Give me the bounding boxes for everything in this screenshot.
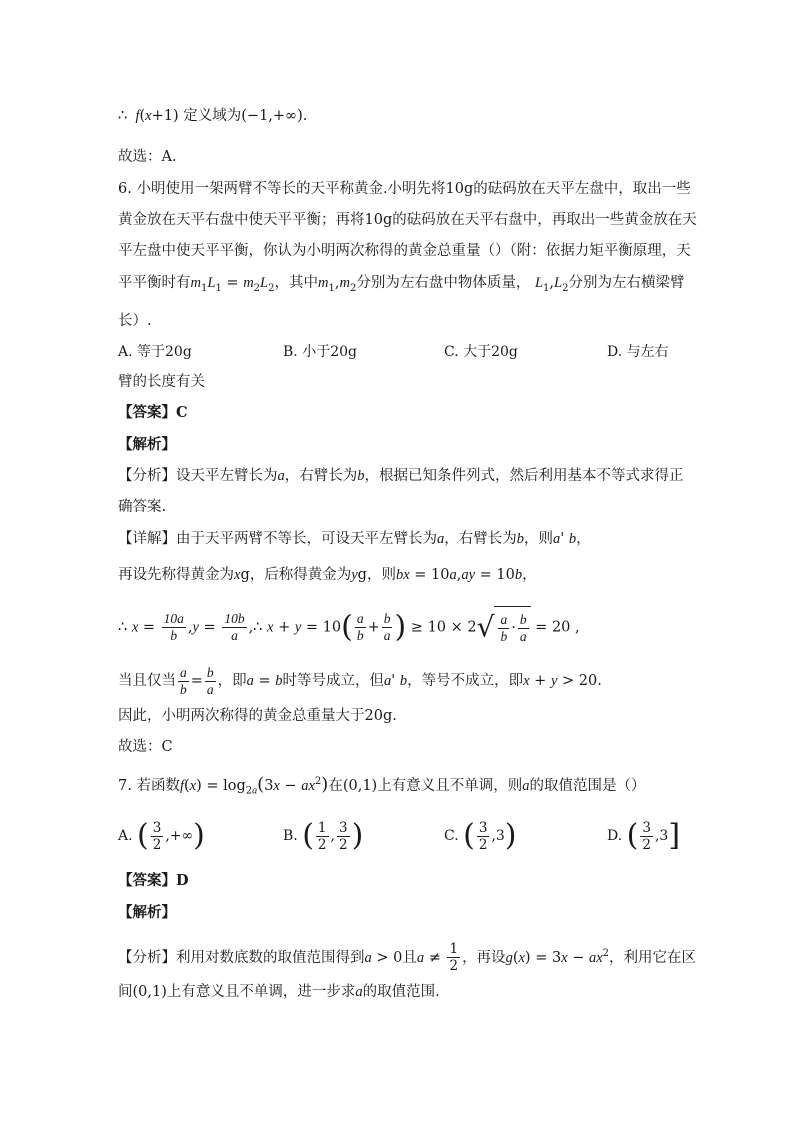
- domain-text: 定义域为: [183, 108, 242, 124]
- q6-line-3: 平左盘中使天平平衡，你认为小明两次称得的黄金总重量（）（附：依据力矩平衡原理，天: [118, 243, 691, 259]
- q7-option-a: A. ( $\frac{3}{2}$ ,+∞): [118, 818, 205, 853]
- q6-text-a: 平平衡时有: [118, 275, 191, 291]
- xj6-4c: 时等号成立，但: [282, 673, 385, 689]
- answer-6: 【答案】C: [118, 404, 188, 421]
- analysis-6-line-2: 确答案.: [118, 499, 167, 515]
- xj6-4a: 当且仅当: [118, 673, 176, 689]
- q6-option-a: A. 等于20g: [118, 344, 192, 360]
- q6-text-b: ，其中: [274, 275, 318, 291]
- fx7-d: ，利用它在区: [609, 949, 697, 966]
- q6-line-1: 6. 小明使用一架两臂不等长的天平称黄金.小明先将10g的砝码放在天平左盘中，取出一些: [118, 181, 691, 197]
- detail-6-line-2: 再设先称得黄金为xg，后称得黄金为yg，则bx = 10a,ay = 10b，: [118, 567, 537, 583]
- answer-select-a: 故选：A.: [118, 149, 177, 165]
- fx7-b: 且: [402, 949, 417, 966]
- xj6-4b: ，即: [217, 673, 247, 689]
- q7-d-label: D.: [607, 828, 623, 844]
- fx7-2c: 的取值范围.: [362, 984, 440, 1000]
- detail-6-equality: 当且仅当 $\frac{a}{b}$ = $\frac{b}{a}$ ，即a = b时等号成立，但a' b，等号不成立，即x + y > 20.: [118, 664, 602, 697]
- detail-6-conclusion: 因此，小明两次称得的黄金总重量大于20g.: [118, 708, 397, 724]
- q6-line-5: 长）.: [118, 313, 152, 329]
- q6-text-d: 分别为左右横梁臂: [568, 275, 685, 291]
- xj6-b: ，右臂长为: [444, 531, 517, 547]
- answer-7: 【答案】D: [118, 872, 189, 889]
- q7-c: 上有意义且不单调，则: [377, 777, 523, 794]
- analysis-7-line-1: 【分析】利用对数底数的取值范围得到a > 0且a ≠ $\frac{1}{2}$ ，再设$g(x) = 3x - ax^2$，利用它在区: [118, 941, 697, 975]
- q7-a: 7. 若函数: [118, 777, 180, 794]
- xj6-2a: 再设先称得黄金为: [118, 567, 234, 583]
- xj6-c: ，则: [524, 531, 553, 547]
- q6-option-d-cont: 臂的长度有关: [118, 374, 205, 390]
- q7-b-label: B.: [283, 828, 298, 844]
- detail-6-line-1: 【详解】由于天平两臂不等长，可设天平左臂长为a，右臂长为b，则a' b，: [118, 531, 591, 547]
- analysis-heading-6: 【解析】: [118, 436, 176, 453]
- xj6-a: 【详解】由于天平两臂不等长，可设天平左臂长为: [118, 531, 437, 547]
- analysis-6-line-1: 【分析】设天平左臂长为a，右臂长为b，根据已知条件列式，然后利用基本不等式求得正: [118, 468, 684, 484]
- q6-option-d: D. 与左右: [607, 344, 669, 360]
- detail-6-formula: ∴ x = $\frac{10a}{b}$ ,y = $\frac{10b}{a}$ ,∴ x + y = 10( $\frac{a}{b}$ + $\frac{b}{a}$ ) ≥ 10 × 2√ $\frac{a}{b}$ · $\frac{b}{a}$ = 20 ,: [118, 606, 678, 648]
- q6-line-2: 黄金放在天平右盘中使天平平衡；再将10g的砝码放在天平右盘中，再取出一些黄金放在天: [118, 212, 697, 228]
- q7-option-d: D. ( $\frac{3}{2}$ ,3]: [607, 818, 681, 853]
- q6-option-b: B. 小于20g: [283, 344, 357, 360]
- fx-plus-1: f: [131, 108, 140, 124]
- q7-option-b: B. ( $\frac{1}{2}$ , $\frac{3}{2}$ ): [283, 818, 364, 853]
- answer-select-c: 故选：C: [118, 739, 173, 755]
- q7-c-label: C.: [444, 828, 459, 844]
- q6-option-c: C. 大于20g: [444, 344, 518, 360]
- q6-line-4: 平平衡时有$m_1L_1 = m_2L_2$，其中$m_1,m_2$分别为左右盘中物体质量， $L_1,L_2$分别为左右横梁臂: [118, 275, 685, 294]
- xj6-2b: ，后称得黄金为: [249, 567, 352, 583]
- analysis-7-line-2: 间(0,1)上有意义且不单调，进一步求a的取值范围.: [118, 984, 440, 1000]
- domain-interval: (−1,+∞).: [241, 108, 308, 124]
- fx6-c: ，根据已知条件列式，然后利用基本不等式求得正: [364, 468, 684, 484]
- analysis-heading-7: 【解析】: [118, 904, 176, 921]
- xj6-4d: ，等号不成立，即: [407, 673, 524, 689]
- xj6-d: ，: [576, 531, 591, 547]
- q6-text-c: 分别为左右盘中物体质量，: [356, 275, 531, 291]
- fx6-a: 【分析】设天平左臂长为: [118, 468, 278, 484]
- fx7-c: ，再设: [462, 949, 506, 966]
- xj6-2c: ，则: [366, 567, 396, 583]
- xj6-2d: ，: [522, 567, 537, 583]
- q7-d: 的取值范围是（）: [529, 777, 646, 794]
- q7-option-c: C. ( $\frac{3}{2}$ ,3): [444, 818, 517, 853]
- fx7-a: 【分析】利用对数底数的取值范围得到: [118, 949, 365, 966]
- fx7-2b: 上有意义且不单调，进一步求: [166, 984, 356, 1000]
- therefore-symbol: ∴: [118, 108, 128, 124]
- q7-a-label: A.: [118, 828, 133, 844]
- q7-stem: 7. 若函数$f(x) = \log_{2a}(3x - ax^2)$在(0,1)上有意义且不单调，则a的取值范围是（）: [118, 773, 646, 797]
- fx7-2a: 间: [118, 984, 133, 1000]
- fx6-b: ，右臂长为: [284, 468, 358, 484]
- q7-b: 在: [328, 777, 343, 794]
- domain-conclusion: ∴ f(x+1) 定义域为(−1,+∞).: [118, 108, 308, 124]
